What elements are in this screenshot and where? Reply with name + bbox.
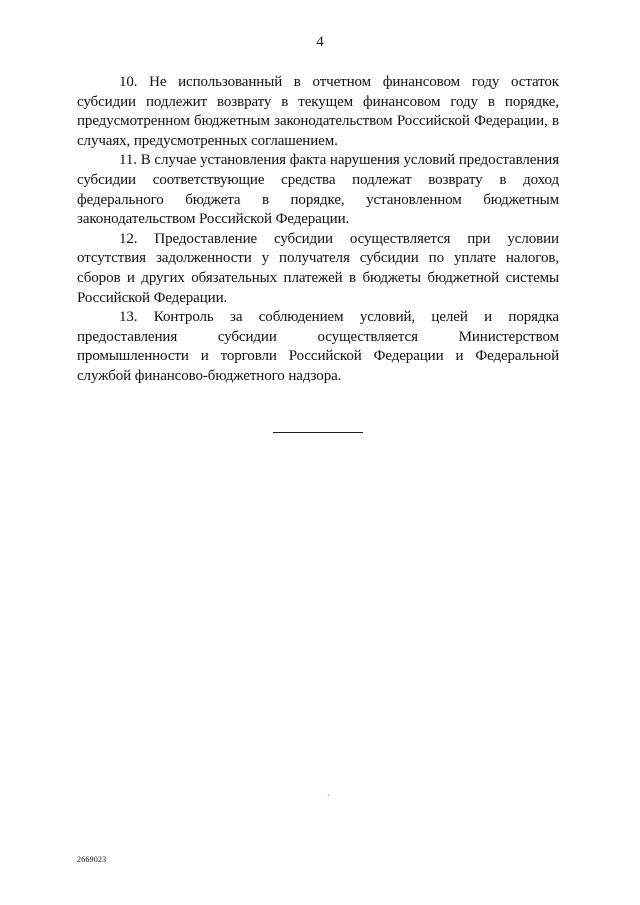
paragraph-11: 11. В случае установления факта нарушения условий предоставления субсидии соответствующие средства подлежат возврату в доход федерального бюджета в порядке, установленном бюджетным законодательством Российской Федерации. [77,152,559,228]
paragraph-10: 10. Не использованный в отчетном финансовом году остаток субсидии подлежит возврату в текущем финансовом году в порядке, предусмотренном бюджетным законодательством Российской Федерации, в случаях, предусмотренных соглашением. [77,74,559,149]
document-body [77,73,559,387]
end-divider-line [273,432,363,433]
document-code: 2669023 [77,855,107,864]
stray-mark: ` [327,794,331,805]
paragraph-12: 12. Предоставление субсидии осуществляется при условии отсутствия задолженности у получателя субсидии по уплате налогов, сборов и других обязательных платежей в бюджеты бюджетной системы Российской Федерации. [77,230,559,306]
page-number: 4 [316,34,324,50]
paragraph-13: 13. Контроль за соблюдением условий, целей и порядка предоставления субсидии осуществляется Министерством промышленности и торговли Российской Федерации и Федеральной службой финансово-бюджетного надзора. [77,309,559,384]
